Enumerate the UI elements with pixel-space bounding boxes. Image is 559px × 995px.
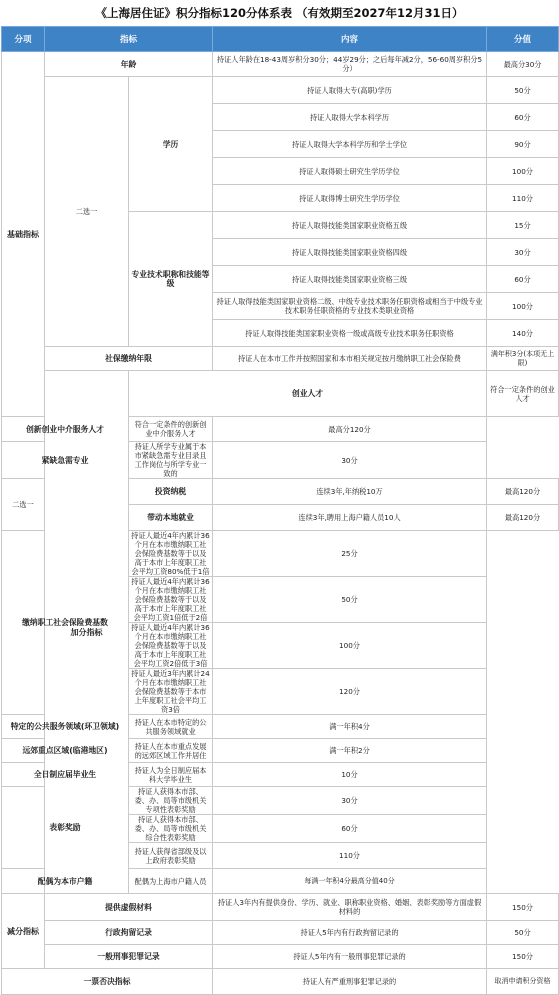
content-cell: 持证人年龄在18-43周岁积分30分；44岁29分；之后每年减2分，56-60周岁积分5分）: [213, 52, 487, 77]
indicator-professional: 专业技术职称和技能等级: [129, 212, 213, 347]
score-cell: 满一年积2分: [213, 739, 487, 763]
header-content: 内容: [213, 27, 487, 52]
content-cell: 持证人获得省部级及以上政府表彰奖励: [129, 843, 213, 869]
score-cell: 60分: [487, 104, 559, 131]
score-cell: 60分: [487, 266, 559, 293]
indicator-veto: 一票否决指标: [2, 969, 213, 995]
content-cell: 持证人取得硕士研究生学历学位: [213, 158, 487, 185]
score-cell: 50分: [487, 77, 559, 104]
table-row: [2, 969, 559, 995]
score-cell: 15分: [487, 212, 559, 239]
table-row: [2, 763, 559, 787]
content-cell: 持证人5年内有行政拘留记录的: [213, 921, 487, 945]
indicator-detention: 行政拘留记录: [45, 921, 213, 945]
category-bonus: 加分指标: [45, 371, 129, 894]
content-cell: 持证人为全日制应届本科大学毕业生: [129, 763, 213, 787]
choose-one-bonus: 二选一: [2, 479, 45, 531]
content-cell: 持证人最近3年内累计24个月在本市缴纳职工社会保险费基数等于本市上年度职工社会平均工资3倍: [129, 669, 213, 715]
score-cell: 150分: [487, 894, 559, 921]
content-cell: 持证人有严重刑事犯罪记录的: [213, 969, 487, 995]
indicator-criminal: 一般刑事犯罪记录: [45, 945, 213, 969]
indicator-employment: 带动本地就业: [129, 505, 213, 531]
table-header: [2, 27, 559, 52]
table-row: [2, 442, 559, 479]
content-cell: 持证人在本市重点发展的远郊区域工作并居住: [129, 739, 213, 763]
content-cell: 持证人取得技能类国家职业资格一级或高级专业技术职务任职资格: [213, 320, 487, 347]
indicator-awards: 表彰奖励: [2, 787, 129, 869]
header-category: 分项: [2, 27, 45, 52]
score-cell: 10分: [213, 763, 487, 787]
score-cell: 100分: [487, 293, 559, 320]
score-cell: 50分: [487, 921, 559, 945]
content-cell: 持证人取得大专(高职)学历: [213, 77, 487, 104]
content-cell: 持证人获得本市部、委、办、局等市级机关专项性表彰奖励: [129, 787, 213, 815]
content-cell: 持证人取得技能类国家职业资格二级、中级专业技术职务任职资格或相当于中级专业技术职务任职资格的专业技术类职业资格: [213, 293, 487, 320]
score-cell: 100分: [213, 623, 487, 669]
header-score: 分值: [487, 27, 559, 52]
choose-one-basic: 二选一: [45, 77, 129, 347]
indicator-public-service: 特定的公共服务领域(环卫领域): [2, 715, 129, 739]
indicator-entrepreneur: 创业人才: [129, 371, 487, 417]
content-cell: 持证人取得技能类国家职业资格三级: [213, 266, 487, 293]
content-cell: 持证人在本市特定的公共服务领域就业: [129, 715, 213, 739]
category-deduct: 减分指标: [2, 894, 45, 969]
content-cell: 持证人3年内有提供身份、学历、就业、职称职业资格、婚姻、表彰奖励等方面虚假材料的: [213, 894, 487, 921]
content-cell: 持证人最近4年内累计36个月在本市缴纳职工社会保险费基数等于以及高于本市上年度职工社会平均工资80%低于1倍: [129, 531, 213, 577]
content-cell: 连续3年,聘用上海户籍人员10人: [213, 505, 487, 531]
score-cell: 最高分30分: [487, 52, 559, 77]
category-basic: 基础指标: [2, 52, 45, 417]
content-cell: 持证人最近4年内累计36个月在本市缴纳职工社会保险费基数等于以及高于本市上年度职工社会平均工资1倍低于2倍: [129, 577, 213, 623]
content-cell: 持证人取得技能类国家职业资格五级: [213, 212, 487, 239]
content-cell: 连续3年,年纳税10万: [213, 479, 487, 505]
score-cell: 最高120分: [487, 505, 559, 531]
indicator-shortage: 紧缺急需专业: [2, 442, 129, 479]
table-row: [2, 945, 559, 969]
indicator-false-material: 提供虚假材料: [45, 894, 213, 921]
indicator-education: 学历: [129, 77, 213, 212]
page-title: 《上海居住证》积分指标120分体系表 （有效期至2027年12月31日）: [95, 6, 464, 20]
content-cell: 符合一定条件的创新创业中介服务人才: [129, 417, 213, 442]
score-cell: 90分: [487, 131, 559, 158]
table-row: [2, 531, 559, 577]
score-cell: 最高120分: [487, 479, 559, 505]
table-row: [2, 347, 559, 371]
score-cell: 30分: [213, 442, 487, 479]
indicator-age: 年龄: [45, 52, 213, 77]
indicator-innovation-agent: 创新创业中介服务人才: [2, 417, 129, 442]
score-cell: 取消申请积分资格: [487, 969, 559, 995]
content-cell: 持证人取得大学本科学历和学士学位: [213, 131, 487, 158]
header-indicator: 指标: [45, 27, 213, 52]
indicator-insurance-base: 缴纳职工社会保险费基数: [2, 531, 129, 715]
score-cell: 满年积3分(本项无上限): [487, 347, 559, 371]
table-row: [2, 77, 559, 104]
score-cell: 30分: [487, 239, 559, 266]
table-row: [2, 787, 559, 815]
content-cell: 持证人在本市工作并按照国家和本市相关规定按月缴纳职工社会保险费: [213, 347, 487, 371]
score-cell: 30分: [213, 787, 487, 815]
score-cell: 50分: [213, 577, 487, 623]
indicator-spouse: 配偶为本市户籍: [2, 869, 129, 894]
score-cell: 150分: [487, 945, 559, 969]
score-cell: 60分: [213, 815, 487, 843]
indicator-social-security: 社保缴纳年限: [45, 347, 213, 371]
score-cell: 最高分120分: [213, 417, 487, 442]
indicator-investment: 投资纳税: [129, 479, 213, 505]
content-cell: 持证人取得技能类国家职业资格四级: [213, 239, 487, 266]
table-row: [2, 417, 559, 442]
score-cell: 每满一年积4分最高分值40分: [213, 869, 487, 894]
score-cell: 25分: [213, 531, 487, 577]
score-cell: 140分: [487, 320, 559, 347]
table-row: [2, 52, 559, 77]
content-cell: 持证人最近4年内累计36个月在本市缴纳职工社会保险费基数等于以及高于本市上年度职工社会平均工资2倍低于3倍: [129, 623, 213, 669]
content-cell: 持证人取得大学本科学历: [213, 104, 487, 131]
content-cell: 配偶为上海市户籍人员: [129, 869, 213, 894]
points-table: [1, 26, 559, 995]
content-cell: 持证人取得博士研究生学历学位: [213, 185, 487, 212]
table-row: [2, 739, 559, 763]
table-row: [2, 921, 559, 945]
score-cell: 满一年积4分: [213, 715, 487, 739]
score-cell: 100分: [487, 158, 559, 185]
table-row: [2, 869, 559, 894]
table-row: [2, 371, 559, 417]
content-cell: 持证人所学专业属于本市紧缺急需专业目录且工作岗位与所学专业一致的: [129, 442, 213, 479]
table-row: [2, 894, 559, 921]
score-cell: 110分: [487, 185, 559, 212]
content-cell: 持证人5年内有一般刑事犯罪记录的: [213, 945, 487, 969]
table-row: [2, 715, 559, 739]
score-cell: 120分: [213, 669, 487, 715]
score-cell: 110分: [213, 843, 487, 869]
content-cell: 持证人获得本市部、委、办、局等市级机关综合性表彰奖励: [129, 815, 213, 843]
indicator-remote-area: 远郊重点区域(临港地区): [2, 739, 129, 763]
content-cell: 符合一定条件的创业人才: [487, 371, 559, 417]
indicator-graduate: 全日制应届毕业生: [2, 763, 129, 787]
